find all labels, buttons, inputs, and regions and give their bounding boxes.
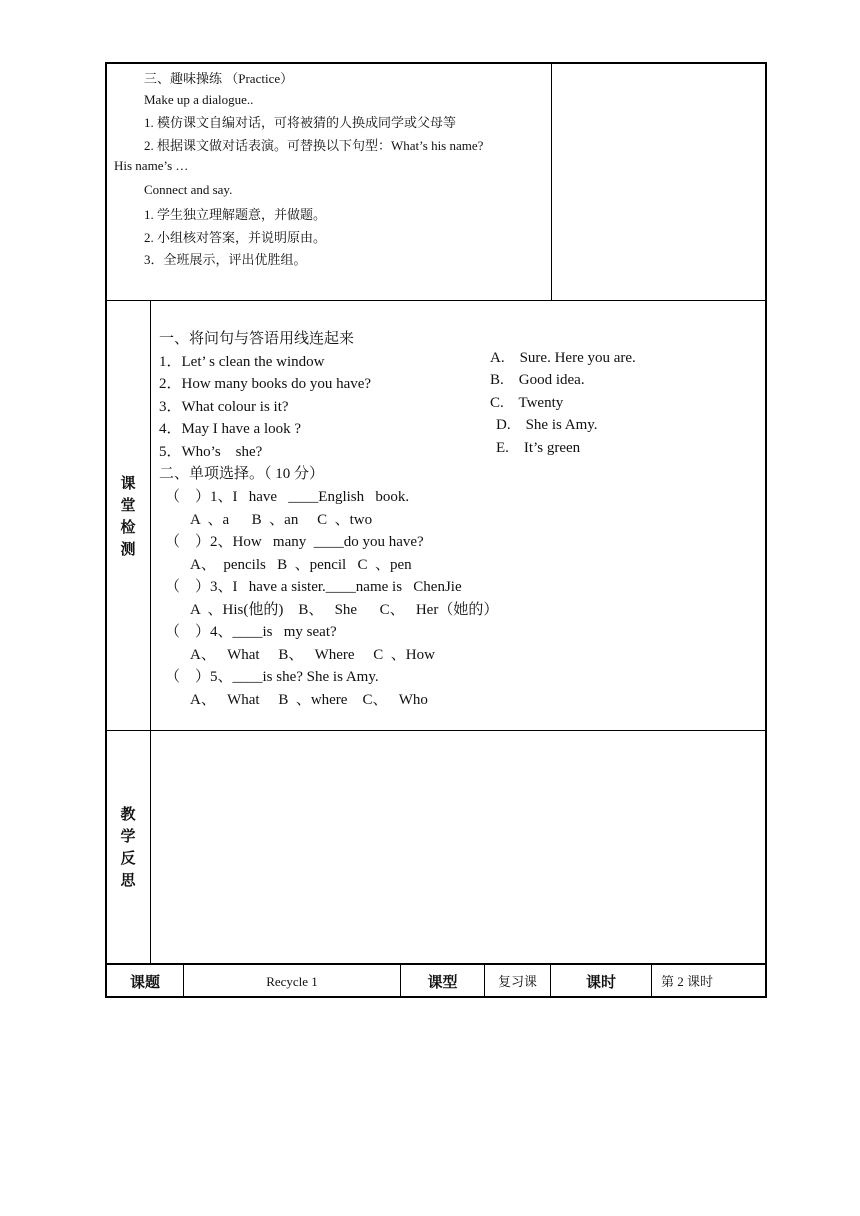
classroom-check-label (118, 472, 138, 560)
question-item: 3．What colour is it? (159, 399, 289, 415)
label-char: 学 (120, 827, 136, 845)
mc-options: A、 What B、 Where C 、How (190, 647, 435, 663)
teaching-reflection-label (118, 803, 138, 891)
mc-options: A 、His(他的) B、 She C、 Her（她的） (190, 602, 499, 618)
topic-label: 课题 (129, 973, 160, 991)
label-char: 思 (120, 871, 136, 889)
mc-question: （ ）2、How many ____do you have? (165, 534, 424, 550)
row-divider-2 (105, 730, 767, 731)
question-item: 5．Who’s she? (159, 444, 263, 460)
mc-options: A、 pencils B 、pencil C 、pen (190, 557, 412, 573)
label-column-divider (150, 300, 151, 964)
practice-line: His name’s … (114, 158, 189, 173)
period-label: 课时 (585, 973, 616, 991)
practice-line: 2. 根据课文做对话表演。可替换以下句型：What’s his name? (144, 138, 484, 153)
row-divider-1 (105, 300, 767, 301)
period-value: 第 2 课时 (660, 974, 713, 989)
practice-line: 1. 模仿课文自编对话，可将被猜的人换成同学或父母等 (144, 115, 457, 130)
label-char: 测 (120, 540, 136, 558)
answer-item: B. Good idea. (490, 372, 585, 388)
practice-column-divider (551, 62, 552, 300)
type-value: 复习课 (497, 974, 537, 989)
question-item: 2．How many books do you have? (159, 376, 372, 392)
label-char: 教 (120, 805, 136, 823)
practice-line: Make up a dialogue.. (144, 92, 254, 107)
topic-value: Recycle 1 (266, 974, 318, 989)
answer-item: D. She is Amy. (496, 417, 598, 433)
answer-item: C. Twenty (490, 395, 564, 411)
practice-line: 3．全班展示，评出优胜组。 (144, 252, 307, 267)
mc-question: （ ）4、____is my seat? (165, 624, 337, 640)
practice-line: 2. 小组核对答案，并说明原由。 (144, 230, 327, 245)
label-char: 堂 (120, 496, 136, 514)
question-item: 1．Let’ s clean the window (159, 354, 325, 370)
label-char: 检 (120, 518, 136, 536)
mc-question: （ ）5、____is she? She is Amy. (165, 669, 379, 685)
mc-question: （ ）3、I have a sister.____name is ChenJie (165, 579, 462, 595)
question-item: 4．May I have a look ? (159, 421, 302, 437)
practice-line: 1. 学生独立理解题意，并做题。 (144, 207, 327, 222)
answer-item: A. Sure. Here you are. (490, 350, 636, 366)
mc-question: （ ）1、I have ____English book. (165, 489, 410, 505)
mc-options: A 、a B 、an C 、two (190, 512, 373, 528)
answer-item: E. It’s green (496, 440, 581, 456)
label-char: 课 (120, 474, 136, 492)
row-divider-3 (105, 963, 767, 965)
mc-options: A、 What B 、where C、 Who (190, 692, 428, 708)
part2-title: 二、单项选择。（ 10 分） (159, 466, 325, 482)
label-char: 反 (120, 849, 136, 867)
practice-line: Connect and say. (144, 182, 233, 197)
type-label: 课型 (427, 973, 458, 991)
part1-title: 一、将问句与答语用线连起来 (159, 331, 355, 347)
practice-heading: 三、趣味操练 （Practice） (144, 71, 294, 86)
